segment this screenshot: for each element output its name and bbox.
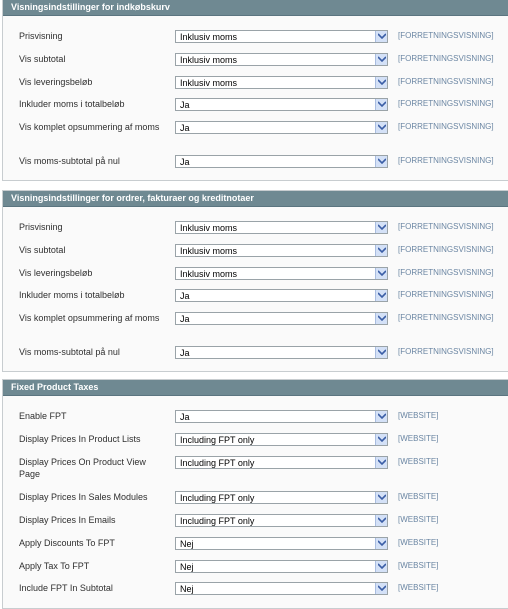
chevron-down-icon — [375, 313, 387, 324]
chevron-down-icon — [375, 222, 387, 233]
setting-select[interactable]: Nej — [175, 582, 388, 595]
setting-label: Include FPT In Subtotal — [19, 583, 113, 593]
scope-label: [FORRETNINGSVISNING] — [398, 222, 494, 231]
scope-label: [WEBSITE] — [398, 538, 439, 547]
setting-label: Apply Discounts To FPT — [19, 538, 115, 548]
chevron-down-icon — [375, 434, 387, 445]
chevron-down-icon — [375, 515, 387, 526]
scope-label: [WEBSITE] — [398, 411, 439, 420]
scope-label: [FORRETNINGSVISNING] — [398, 245, 494, 254]
chevron-down-icon — [375, 411, 387, 422]
setting-select[interactable]: Inklusiv moms — [175, 53, 388, 66]
scope-label: [WEBSITE] — [398, 434, 439, 443]
setting-label: Apply Tax To FPT — [19, 561, 90, 571]
setting-select[interactable]: Ja — [175, 312, 388, 325]
chevron-down-icon — [375, 156, 387, 167]
setting-label: Vis komplet opsummering af moms — [19, 313, 160, 323]
scope-label: [FORRETNINGSVISNING] — [398, 290, 494, 299]
setting-label: Vis komplet opsummering af moms — [19, 122, 160, 132]
setting-select[interactable]: Including FPT only — [175, 433, 388, 446]
scope-label: [FORRETNINGSVISNING] — [398, 347, 494, 356]
setting-select[interactable]: Including FPT only — [175, 514, 388, 527]
setting-select[interactable]: Ja — [175, 121, 388, 134]
scope-label: [FORRETNINGSVISNING] — [398, 54, 494, 63]
chevron-down-icon — [375, 290, 387, 301]
chevron-down-icon — [375, 122, 387, 133]
setting-select[interactable]: Inklusiv moms — [175, 30, 388, 43]
scope-label: [WEBSITE] — [398, 515, 439, 524]
scope-label: [FORRETNINGSVISNING] — [398, 77, 494, 86]
setting-label: Vis leveringsbeløb — [19, 77, 93, 87]
section-order-display — [2, 190, 508, 372]
chevron-down-icon — [375, 54, 387, 65]
scope-label: [FORRETNINGSVISNING] — [398, 156, 494, 165]
chevron-down-icon — [375, 492, 387, 503]
setting-label: Prisvisning — [19, 222, 63, 232]
setting-label: Vis moms-subtotal på nul — [19, 347, 120, 357]
chevron-down-icon — [375, 538, 387, 549]
setting-label: Vis leveringsbeløb — [19, 268, 93, 278]
scope-label: [WEBSITE] — [398, 457, 439, 466]
setting-label: Vis subtotal — [19, 54, 66, 64]
setting-select[interactable]: Ja — [175, 410, 388, 423]
setting-label: Vis subtotal — [19, 245, 66, 255]
chevron-down-icon — [375, 457, 387, 468]
setting-select[interactable]: Ja — [175, 346, 388, 359]
chevron-down-icon — [375, 561, 387, 572]
setting-label: Display Prices On Product View Page — [19, 457, 146, 479]
setting-select[interactable]: Including FPT only — [175, 491, 388, 504]
scope-label: [FORRETNINGSVISNING] — [398, 313, 494, 322]
section-cart-display — [2, 0, 508, 181]
setting-label: Enable FPT — [19, 411, 67, 421]
setting-label: Inkluder moms i totalbeløb — [19, 290, 125, 300]
scope-label: [WEBSITE] — [398, 583, 439, 592]
setting-select[interactable]: Inklusiv moms — [175, 244, 388, 257]
setting-select[interactable]: Ja — [175, 98, 388, 111]
setting-select[interactable]: Nej — [175, 560, 388, 573]
scope-label: [FORRETNINGSVISNING] — [398, 268, 494, 277]
setting-label: Inkluder moms i totalbeløb — [19, 99, 125, 109]
setting-select[interactable]: Inklusiv moms — [175, 76, 388, 89]
chevron-down-icon — [375, 268, 387, 279]
setting-label: Display Prices In Sales Modules — [19, 492, 148, 502]
section-title[interactable]: Visningsindstillinger for indkøbskurv — [3, 0, 508, 16]
scope-label: [FORRETNINGSVISNING] — [398, 99, 494, 108]
setting-select[interactable]: Inklusiv moms — [175, 221, 388, 234]
section-title[interactable]: Visningsindstillinger for ordrer, fakturaer og kreditnotaer — [3, 191, 508, 207]
setting-label: Vis moms-subtotal på nul — [19, 156, 120, 166]
section-fixed-product-taxes — [2, 379, 508, 609]
chevron-down-icon — [375, 99, 387, 110]
scope-label: [FORRETNINGSVISNING] — [398, 31, 494, 40]
chevron-down-icon — [375, 31, 387, 42]
chevron-down-icon — [375, 245, 387, 256]
scope-label: [FORRETNINGSVISNING] — [398, 122, 494, 131]
section-title[interactable]: Fixed Product Taxes — [3, 380, 508, 396]
chevron-down-icon — [375, 347, 387, 358]
scope-label: [WEBSITE] — [398, 492, 439, 501]
chevron-down-icon — [375, 583, 387, 594]
setting-label: Display Prices In Emails — [19, 515, 116, 525]
chevron-down-icon — [375, 77, 387, 88]
setting-label: Display Prices In Product Lists — [19, 434, 141, 444]
setting-select[interactable]: Ja — [175, 289, 388, 302]
setting-select[interactable]: Nej — [175, 537, 388, 550]
setting-select[interactable]: Including FPT only — [175, 456, 388, 469]
setting-select[interactable]: Inklusiv moms — [175, 267, 388, 280]
scope-label: [WEBSITE] — [398, 561, 439, 570]
setting-select[interactable]: Ja — [175, 155, 388, 168]
setting-label: Prisvisning — [19, 31, 63, 41]
